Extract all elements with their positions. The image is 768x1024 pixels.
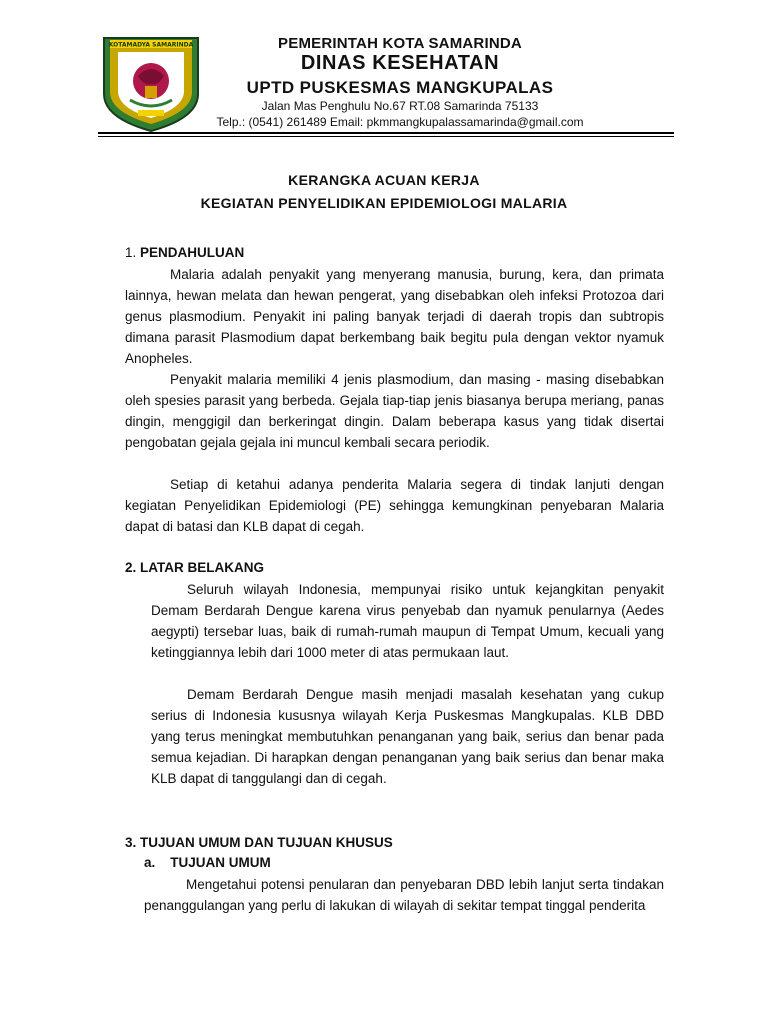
section-2-paragraph-1: Seluruh wilayah Indonesia, mempunyai risiko untuk kejangkitan penyakit Demam Berdarah Dengue karena virus penyebab dan nyamuk penularnya (Aedes aegypti) tersebar luas, baik di rumah-rumah maupun di Tempat Umum, kecuali yang ketinggiannya lebih dari 1000 meter di atas permukaan laut. <box>151 582 664 660</box>
section-1-title: PENDAHULUAN <box>140 245 245 260</box>
header-agency: DINAS KESEHATAN <box>300 52 500 74</box>
section-3-subheading-a: a. TUJUAN UMUM <box>144 855 271 870</box>
header-government: PEMERINTAH KOTA SAMARINDA <box>278 35 522 52</box>
section-3-heading: 3. TUJUAN UMUM DAN TUJUAN KHUSUS <box>125 835 393 850</box>
section-1-paragraph-1: Malaria adalah penyakit yang menyerang manusia, burung, kera, dan primata lainnya, hewan melata dan hewan pengerat, yang disebabkan oleh infeksi Protozoa dari genus plasmodium. Penyakit ini paling banyak terjadi di daerah tropis dan subtropis dimana parasit Plasmodium dapat berkembang baik begitu pula dengan vektor nyamuk Anopheles. <box>125 267 664 366</box>
header-unit: UPTD PUSKESMAS MANGKUPALAS <box>246 78 554 97</box>
section-1-paragraph-3: Setiap di ketahui adanya penderita Malaria segera di tindak lanjuti dengan kegiatan Penyelidikan Epidemiologi (PE) sehingga kemungkinan penyebaran Malaria dapat di batasi dan KLB dapat di cegah. <box>125 477 664 534</box>
section-2-heading: 2. LATAR BELAKANG <box>125 560 264 575</box>
logo-text: KOTAMADYA SAMARINDA <box>108 41 194 49</box>
header-rule-thin <box>98 136 674 137</box>
header-rule-thick <box>98 132 674 134</box>
document-subtitle: KEGIATAN PENYELIDIKAN EPIDEMIOLOGI MALARIA <box>200 195 568 211</box>
header-address: Jalan Mas Penghulu No.67 RT.08 Samarinda 75133 <box>261 99 539 113</box>
section-3-paragraph-1: Mengetahui potensi penularan dan penyebaran DBD lebih lanjut serta tindakan penanggulangan yang perlu di lakukan di wilayah di sekitar tempat tinggal penderita <box>144 877 672 913</box>
section-1-heading <box>125 245 244 260</box>
header-contact: Telp.: (0541) 261489 Email: pkmmangkupalassamarinda@gmail.com <box>216 115 584 129</box>
section-1-paragraph-2: Penyakit malaria memiliki 4 jenis plasmodium, dan masing - masing disebabkan oleh spesies parasit yang berbeda. Gejala tiap-tiap jenis biasanya berupa meriang, panas dingin, menggigil dan berkeringat dingin. Dalam beberapa kasus yang tidak disertai pengobatan gejala gejala ini muncul kembali secara periodik. <box>125 372 664 450</box>
section-1-number: 1. <box>125 245 141 260</box>
section-2-paragraph-2: Demam Berdarah Dengue masih menjadi masalah kesehatan yang cukup serius di Indonesia kususnya wilayah Kerja Puskesmas Mangkupalas. KLB DBD yang terus meningkat membutuhkan penanganan yang baik, serius dan benar pada semua kejadian. Di harapkan dengan penanganan yang baik serius dan benar maka KLB dapat di tanggulangi dan di cegah. <box>151 687 664 786</box>
document-title: KERANGKA ACUAN KERJA <box>288 172 480 188</box>
